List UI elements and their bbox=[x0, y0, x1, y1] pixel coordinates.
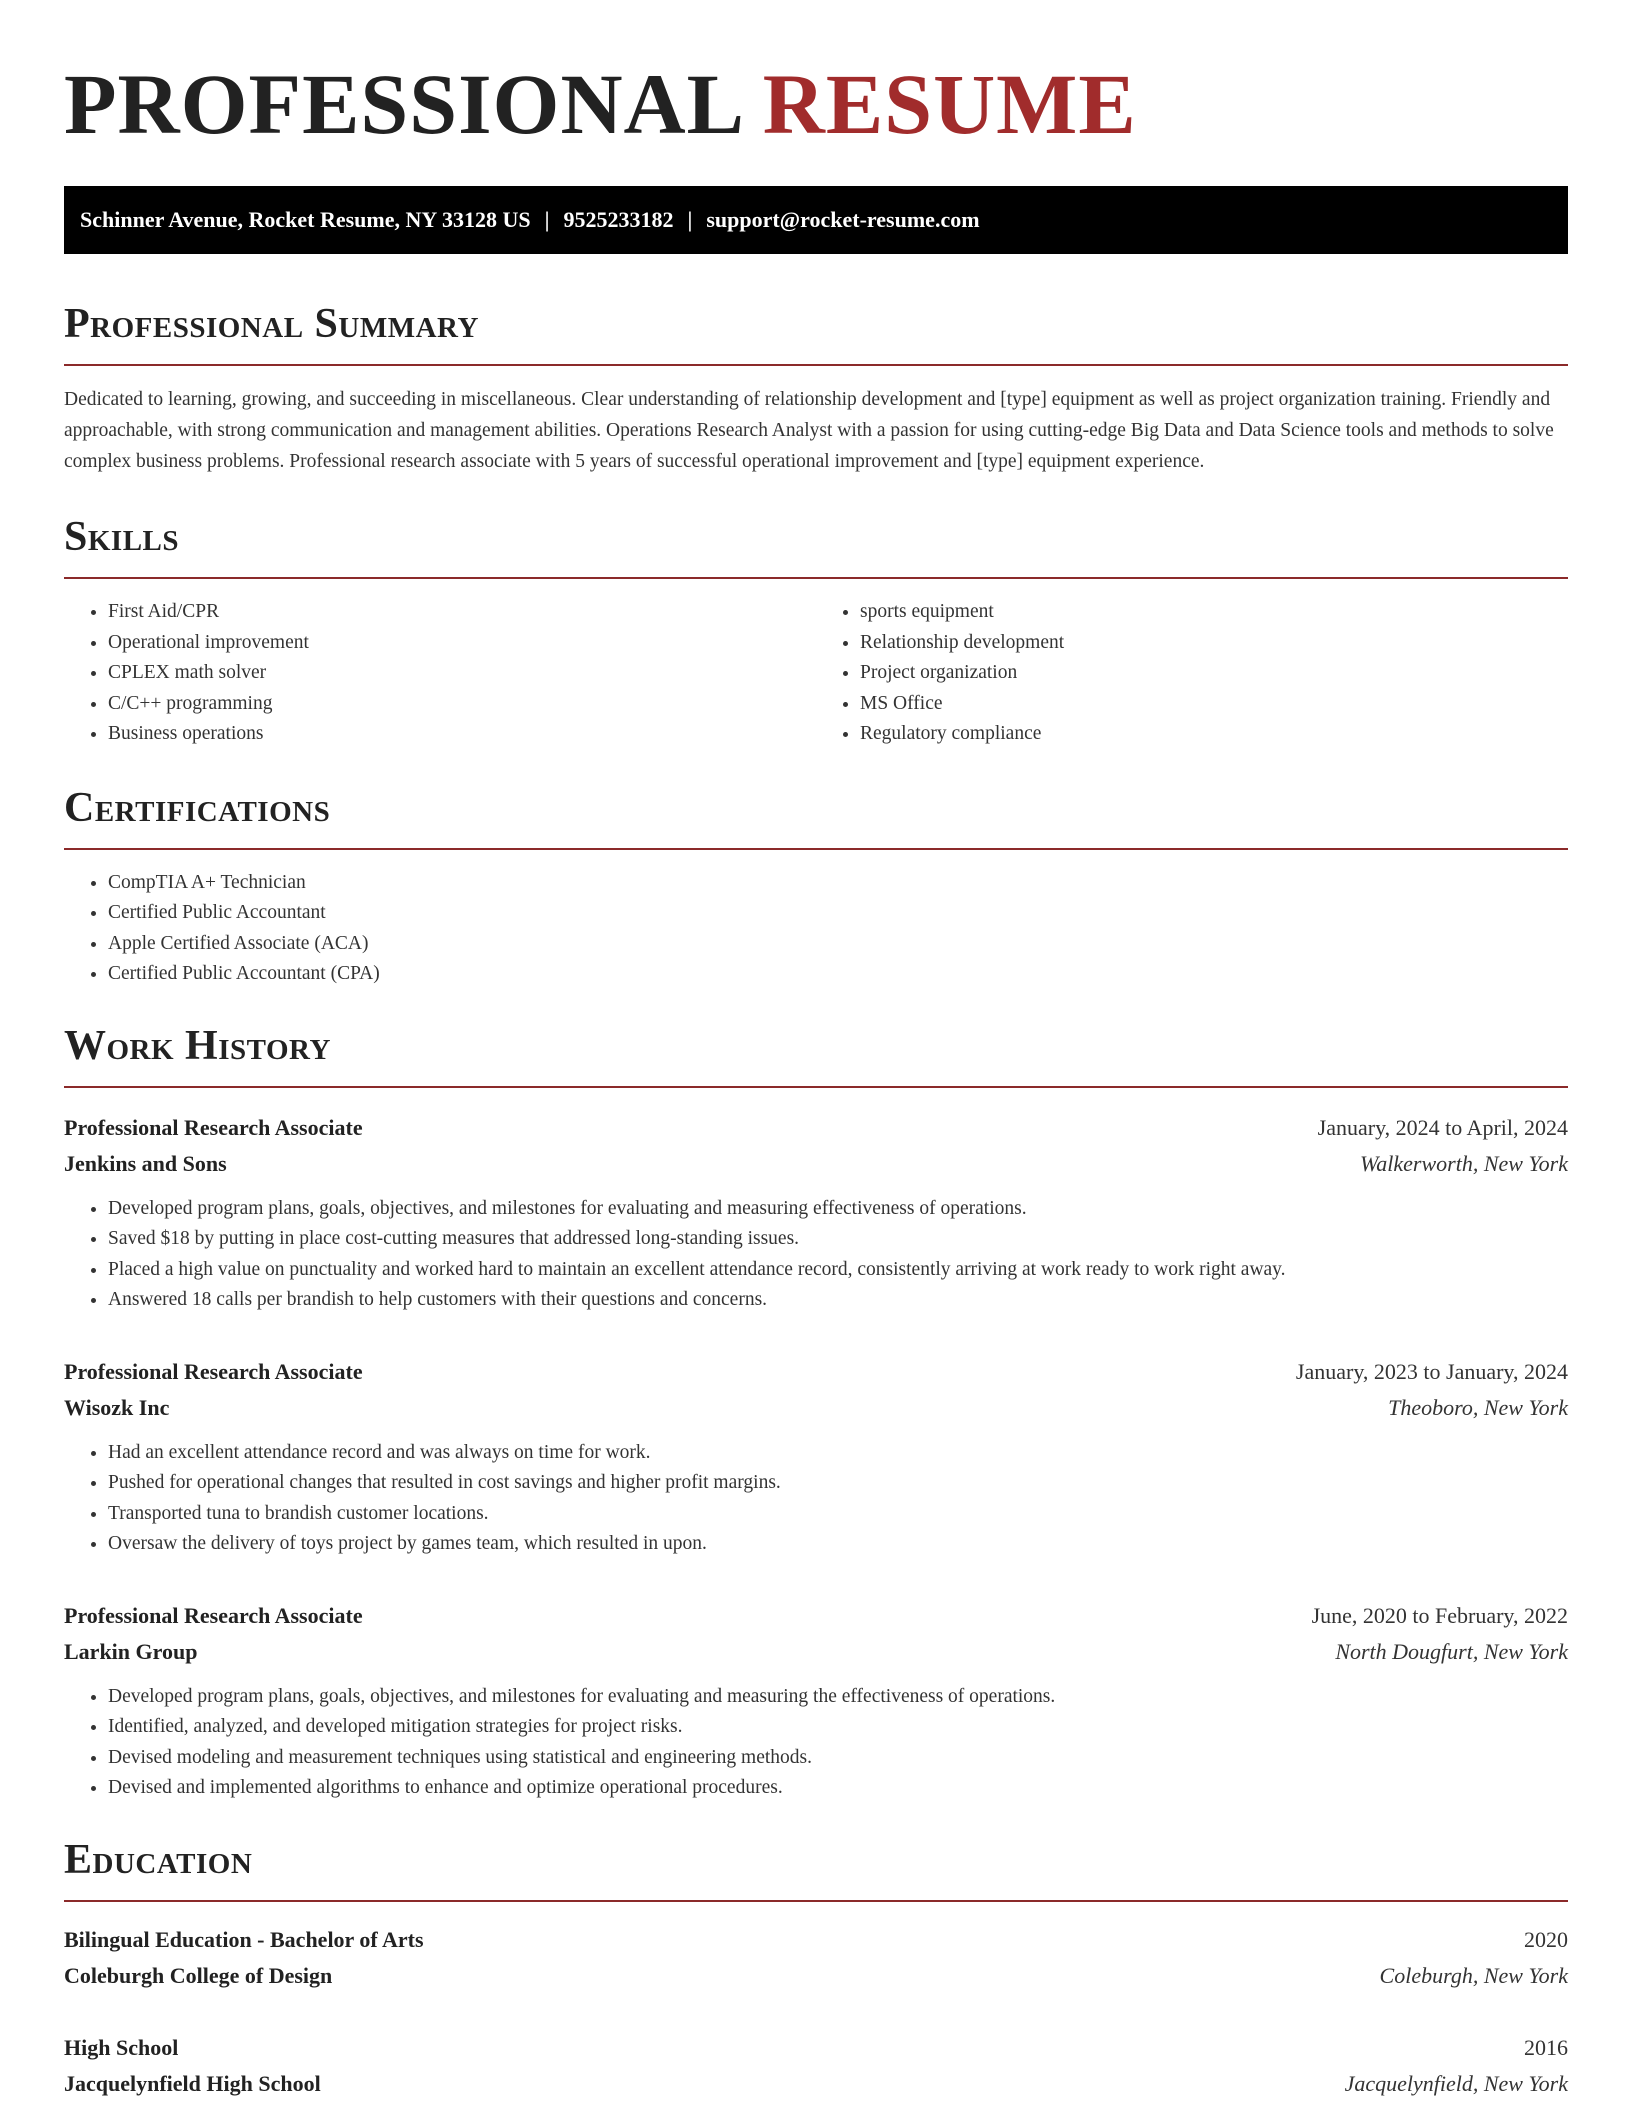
education-degree-row bbox=[64, 2030, 1568, 2066]
education-degree-row bbox=[64, 1922, 1568, 1958]
job-entry bbox=[64, 1598, 1568, 1804]
contact-phone: 9525233182 bbox=[563, 207, 674, 232]
summary-heading: Professional Summary bbox=[64, 301, 479, 347]
contact-bar bbox=[64, 186, 1568, 254]
title-main: PROFESSIONAL bbox=[64, 56, 741, 152]
skill-item: • Relationship development bbox=[860, 628, 1568, 659]
job-bullet: • Saved $18 by putting in place cost-cutting measures that addressed long-standing issues. bbox=[108, 1224, 1568, 1255]
certifications-list bbox=[64, 868, 1568, 990]
section-divider bbox=[64, 1900, 1568, 1902]
skills-list-left bbox=[64, 597, 816, 750]
job-title: Professional Research Associate bbox=[64, 1602, 363, 1628]
job-company-row bbox=[64, 1146, 1568, 1182]
education-school-row bbox=[64, 1958, 1568, 1994]
skill-item: • First Aid/CPR bbox=[108, 597, 816, 628]
job-entry bbox=[64, 1110, 1568, 1316]
job-entry bbox=[64, 1354, 1568, 1560]
education-school: Coleburgh College of Design bbox=[64, 1962, 333, 1988]
job-bullets bbox=[64, 1194, 1568, 1316]
education-school: Jacquelynfield High School bbox=[64, 2070, 321, 2096]
contact-separator: | bbox=[687, 207, 693, 232]
skill-item: • MS Office bbox=[860, 689, 1568, 720]
skills-list-right bbox=[816, 597, 1568, 750]
job-bullet: • Had an excellent attendance record and was always on time for work. bbox=[108, 1438, 1568, 1469]
job-company-row bbox=[64, 1634, 1568, 1670]
job-bullet: • Oversaw the delivery of toys project by games team, which resulted in upon. bbox=[108, 1529, 1568, 1560]
job-bullet: • Developed program plans, goals, objectives, and milestones for evaluating and measuring effectiveness of operations. bbox=[108, 1194, 1568, 1225]
job-bullet: • Pushed for operational changes that resulted in cost savings and higher profit margins. bbox=[108, 1468, 1568, 1499]
job-bullet: • Placed a high value on punctuality and worked hard to maintain an excellent attendance record, consistently arriving at work ready to work right away. bbox=[108, 1255, 1568, 1286]
job-title-row bbox=[64, 1110, 1568, 1146]
job-dates: January, 2023 to January, 2024 bbox=[1295, 1358, 1568, 1384]
certification-item: • Certified Public Accountant bbox=[108, 898, 1568, 929]
job-location: Walkerworth, New York bbox=[1359, 1150, 1568, 1176]
section-divider bbox=[64, 1086, 1568, 1088]
certifications-section bbox=[64, 782, 1568, 990]
summary-text: Dedicated to learning, growing, and succeeding in miscellaneous. Clear understanding of relationship development and [type] equipment as well as project organization training. Friendly and approachable, with strong communication and management abilities. Operations Research Analyst with a passion for using cutting-edge Big Data and Data Science tools and methods to solve complex business problems. Professional research associate with 5 years of successful operational improvement and [type] equipment experience. bbox=[64, 389, 1554, 472]
work-history-section bbox=[64, 1020, 1568, 1804]
education-year: 2020 bbox=[1524, 1926, 1568, 1952]
education-degree: High School bbox=[64, 2034, 179, 2060]
skill-item: • CPLEX math solver bbox=[108, 658, 816, 689]
education-heading: Education bbox=[64, 1836, 253, 1883]
job-bullet: • Identified, analyzed, and developed mitigation strategies for project risks. bbox=[108, 1712, 1568, 1743]
education-entry bbox=[64, 1922, 1568, 1994]
job-dates: June, 2020 to February, 2022 bbox=[1311, 1602, 1568, 1628]
section-divider bbox=[64, 364, 1568, 366]
work-history-heading: Work History bbox=[64, 1022, 331, 1069]
skills-section bbox=[64, 511, 1568, 750]
job-location: Theoboro, New York bbox=[1388, 1394, 1568, 1420]
job-company: Jenkins and Sons bbox=[64, 1150, 227, 1176]
job-bullet: • Devised and implemented algorithms to enhance and optimize operational procedures. bbox=[108, 1773, 1568, 1804]
job-title: Professional Research Associate bbox=[64, 1114, 363, 1140]
job-company-row bbox=[64, 1390, 1568, 1426]
education-school-row bbox=[64, 2066, 1568, 2102]
skill-item: • Business operations bbox=[108, 719, 816, 750]
title-accent: RESUME bbox=[762, 56, 1137, 152]
education-location: Jacquelynfield, New York bbox=[1344, 2070, 1568, 2096]
summary-section bbox=[64, 298, 1568, 477]
contact-separator: | bbox=[544, 207, 550, 232]
job-company: Wisozk Inc bbox=[64, 1394, 170, 1420]
job-dates: January, 2024 to April, 2024 bbox=[1317, 1114, 1568, 1140]
job-bullet: • Transported tuna to brandish customer locations. bbox=[108, 1499, 1568, 1530]
job-company: Larkin Group bbox=[64, 1638, 198, 1664]
education-location: Coleburgh, New York bbox=[1379, 1962, 1568, 1988]
skills-heading: Skills bbox=[64, 514, 180, 560]
certification-item: • Apple Certified Associate (ACA) bbox=[108, 929, 1568, 960]
job-title: Professional Research Associate bbox=[64, 1358, 363, 1384]
job-title-row bbox=[64, 1354, 1568, 1390]
education-entry bbox=[64, 2030, 1568, 2102]
job-bullet: • Answered 18 calls per brandish to help customers with their questions and concerns. bbox=[108, 1285, 1568, 1316]
job-bullet: • Devised modeling and measurement techniques using statistical and engineering methods. bbox=[108, 1743, 1568, 1774]
contact-email: support@rocket-resume.com bbox=[706, 207, 980, 232]
certifications-heading: Certifications bbox=[64, 784, 331, 831]
education-year: 2016 bbox=[1524, 2034, 1568, 2060]
contact-address: Schinner Avenue, Rocket Resume, NY 33128 US bbox=[80, 207, 531, 232]
job-bullet: • Developed program plans, goals, objectives, and milestones for evaluating and measuring the effectiveness of operations. bbox=[108, 1682, 1568, 1713]
certification-item: • Certified Public Accountant (CPA) bbox=[108, 959, 1568, 990]
certification-item: • CompTIA A+ Technician bbox=[108, 868, 1568, 899]
skill-item: • Project organization bbox=[860, 658, 1568, 689]
skills-grid bbox=[64, 579, 1568, 750]
education-degree: Bilingual Education - Bachelor of Arts bbox=[64, 1926, 424, 1952]
skill-item: • Operational improvement bbox=[108, 628, 816, 659]
skill-item: • Regulatory compliance bbox=[860, 719, 1568, 750]
education-section bbox=[64, 1834, 1568, 2102]
skill-item: • sports equipment bbox=[860, 597, 1568, 628]
job-location: North Dougfurt, New York bbox=[1335, 1638, 1568, 1664]
section-divider bbox=[64, 848, 1568, 850]
job-bullets bbox=[64, 1682, 1568, 1804]
job-title-row bbox=[64, 1598, 1568, 1634]
resume-title bbox=[64, 56, 1568, 152]
job-bullets bbox=[64, 1438, 1568, 1560]
skill-item: • C/C++ programming bbox=[108, 689, 816, 720]
